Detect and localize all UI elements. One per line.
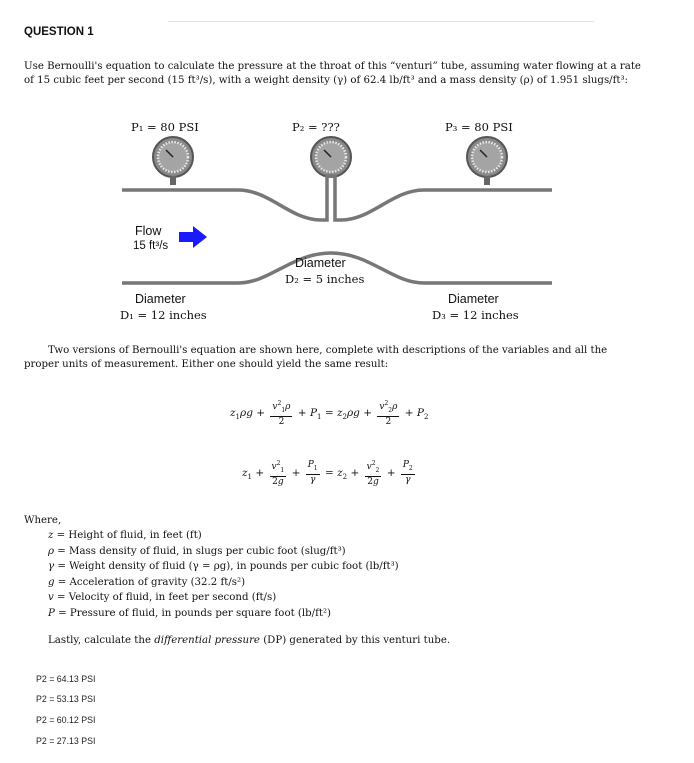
lastly-instruction: Lastly, calculate the differential pressure (DP) generated by this venturi tube. <box>48 635 451 646</box>
question-intro: Use Bernoulli's equation to calculate the pressure at the throat of this “venturi” tube, assuming water flowing at a rate of 15 cubic feet per second (15 ft³/s), with a weight density (γ) of 62.4 lb/ft³ and a mass density (ρ) of 1.951 slugs/ft³: <box>24 61 641 87</box>
answer-option-4[interactable]: P2 = 27.13 PSI <box>36 736 96 746</box>
d1-title: Diameter <box>135 292 186 306</box>
p1-label: P₁ = 80 PSI <box>131 120 199 134</box>
title-divider <box>168 21 594 22</box>
gauge-1-icon <box>153 137 193 185</box>
d2-value: D₂ = 5 inches <box>285 272 365 286</box>
flow-label: Flow <box>135 224 162 238</box>
bernoulli-equation-2: $z_1$ + $\frac{v^2_1}{2g}$ + $\frac{P_1}{\gamma}$ = $z_2$ + $\frac{v^2_2}{2g}$ + $\frac{P_2}{\gamma}$ <box>242 460 413 487</box>
d1-value: D₁ = 12 inches <box>120 308 207 322</box>
definition-row: P = Pressure of fluid, in pounds per square foot (lb/ft²) <box>48 607 332 619</box>
definitions-list <box>48 528 399 622</box>
answer-option-2[interactable]: P2 = 53.13 PSI <box>36 694 96 704</box>
flow-arrow-icon <box>179 226 207 248</box>
bernoulli-equation-1: $z_1\rho g$ + $\frac{v^2_1\rho}{2}$ + $P_1 = z_2\rho g$ + $\frac{v^2_2\rho}{2}$ + $P_2$ <box>230 400 429 427</box>
definition-row: γ = Weight density of fluid (γ = ρg), in pounds per cubic foot (lb/ft³) <box>48 561 399 573</box>
p2-label: P₂ = ??? <box>292 120 340 134</box>
d3-title: Diameter <box>448 292 499 306</box>
d2-title: Diameter <box>295 256 346 270</box>
p3-label: P₃ = 80 PSI <box>445 120 513 134</box>
gauge-2-icon <box>311 137 351 177</box>
d3-value: D₃ = 12 inches <box>432 308 519 322</box>
definition-row: g = Acceleration of gravity (32.2 ft/s²) <box>48 576 246 588</box>
venturi-diagram <box>0 110 694 340</box>
definition-row: z = Height of fluid, in feet (ft) <box>48 530 202 541</box>
answer-option-1[interactable]: P2 = 64.13 PSI <box>36 674 96 684</box>
definition-row: v = Velocity of fluid, in feet per second (ft/s) <box>48 592 277 604</box>
definition-row: ρ = Mass density of fluid, in slugs per cubic foot (slug/ft³) <box>48 545 346 557</box>
versions-paragraph: Two versions of Bernoulli's equation are shown here, complete with descriptions of the variables and all the proper units of measurement. Either one should yield the same result: <box>24 345 608 371</box>
where-label: Where, <box>24 515 62 526</box>
flow-rate-label: 15 ft³/s <box>133 240 169 252</box>
answer-option-3[interactable]: P2 = 60.12 PSI <box>36 715 96 725</box>
gauge-3-icon <box>467 137 507 185</box>
question-title: QUESTION 1 <box>24 26 94 38</box>
